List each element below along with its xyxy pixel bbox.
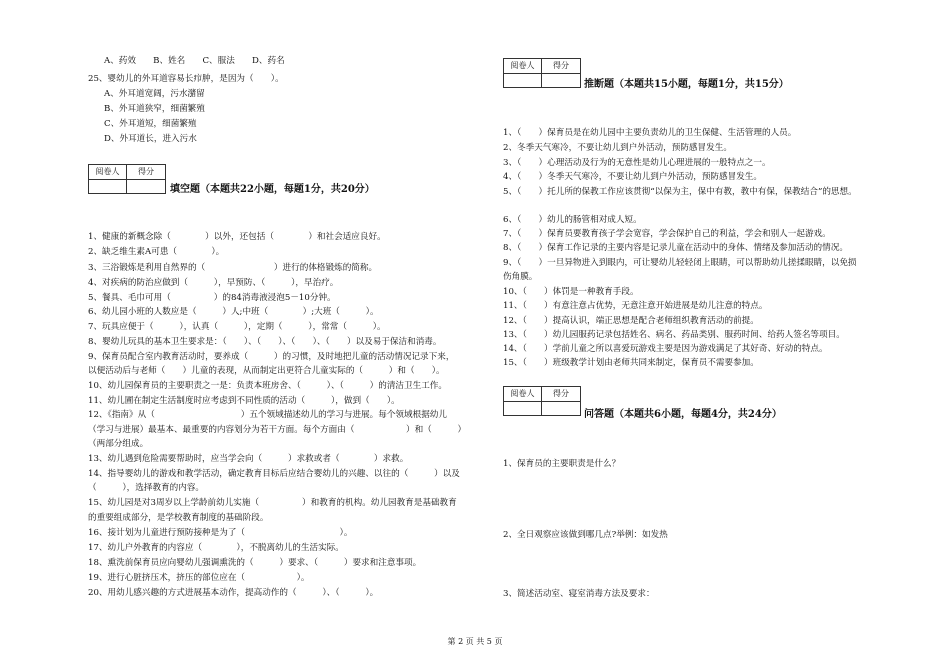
q25-option-b: B、外耳道狭窄，细菌繁殖	[104, 104, 205, 114]
fill-line: （ ），选择教育的内容。	[88, 483, 205, 493]
fill-line: 15、幼儿园是对3周岁以上学龄前幼儿实施（ ）和教育的机构。幼儿园教育是基础教育	[88, 498, 457, 508]
fill-line: 5、餐具、毛巾可用（ ）的84消毒液浸泡5－10分钟。	[88, 293, 336, 303]
fill-section-title: 填空题（本题共22小题，每题1分，共20分）	[170, 184, 375, 195]
fill-line: 的重要组成部分，是学校教育制度的基础阶段。	[88, 513, 269, 523]
score-header-grader: 阅卷人	[89, 165, 126, 180]
judge-section-title: 推断题（本题共15小题，每题1分，共15分）	[584, 79, 789, 90]
fill-line: 18、熏洗前保育员应向婴幼儿强调熏洗的（ ）要求、（ ）要求和注意事项。	[88, 558, 422, 568]
q25-option-d: D、外耳道长，进入污水	[104, 134, 197, 144]
fill-line: 8、婴幼儿玩具的基本卫生要求是：（ ）、（ ）、（ ）、（ ）以及易于保洁和消毒。	[88, 337, 442, 347]
fill-line: 20、用幼儿感兴趣的方式进展基本动作，提高动作的（ ）、（ ）。	[88, 588, 379, 598]
judge-line: 11、（ ）有意注意占优势，无意注意开始进展是幼儿注意的特点。	[503, 301, 768, 311]
q24-options: A、药效 B、姓名 C、服法 D、药名	[104, 56, 285, 66]
fill-line: 7、玩具应便于（ ），认真（ ），定期（ ），常常（ ）。	[88, 322, 386, 332]
fill-line: 4、对疾病的防治应做到（ ），早预防、（ ），早治疗。	[88, 278, 339, 288]
judge-line: 伤角膜。	[503, 272, 538, 282]
q25-option-c: C、外耳道短，细菌繁殖	[104, 119, 197, 129]
fill-line: （学习与进展）最基本、最重要的内容划分为若干方面。每个方面由（ ）和（ ）	[88, 425, 467, 435]
judge-line: 6、（ ）幼儿的肠管相对成人短。	[503, 215, 642, 225]
fill-line: 17、幼儿户外教育的内容应（ ），不脱离幼儿的生活实际。	[88, 543, 344, 553]
fill-line: 14、指导婴幼儿的游戏和教学活动，确定教育目标后应结合婴幼儿的兴趣、以往的（ ）以及	[88, 469, 460, 479]
fill-line: 1、健康的新概念除（ ）以外，还包括（ ）和社会适应良好。	[88, 232, 386, 242]
judge-line: 3、（ ）心理活动及行为的无意性是幼儿心理进展的一般特点之一。	[503, 158, 771, 168]
fill-line: 12、《指南》从（ ）五个领域描述幼儿的学习与进展。每个领域根据幼儿	[88, 410, 447, 420]
fill-line: 10、幼儿园保育员的主要职责之一是：负责本班房舍、（ ）、（ ）的清洁卫生工作。	[88, 381, 447, 391]
fill-line: 16、接计划为儿童进行预防接种是为了（ ）。	[88, 528, 353, 538]
fill-line: （两部分组成。	[88, 439, 149, 449]
fill-line: 6、幼儿园小班的人数应是（ ）人;中班（ ）;大班（ ）。	[88, 307, 379, 317]
score-box-judge	[503, 58, 581, 88]
score-header-score: 得分	[542, 59, 580, 74]
judge-line: 12、（ ）提高认识，端正思想是配合老师组织教育活动的前提。	[503, 316, 759, 326]
qa-line: 3、简述活动室、寝室消毒方法及要求：	[503, 589, 655, 599]
fill-line: 2、缺乏维生素A可患（ ）。	[88, 247, 225, 257]
fill-line: 11、幼儿圃在制定生活制度时应考虑到不同性质的活动（ ），做到（ ）。	[88, 396, 400, 406]
fill-line: 13、幼儿遇到危险需要帮助时，应当学会向（ ）求救或者（ ）求救。	[88, 454, 409, 464]
judge-line: 5、（ ）托儿所的保教工作应该贯彻“以保为主，保中有教，教中有保，保教结合”的思想。	[503, 187, 857, 197]
judge-line: 7、（ ）保育员要教育孩子学会宽容，学会保护自己的利益，学会和别人一起游戏。	[503, 229, 831, 239]
score-header-score: 得分	[542, 387, 580, 402]
score-box-qa	[503, 386, 581, 416]
fill-line: 以便活动后与老师（ ）儿童的表现，从而制定出更符合儿童实际的（ ）和（ ）。	[88, 366, 445, 376]
judge-line: 1、（ ）保育员是在幼儿园中主要负责幼儿的卫生保健、生活管理的人员。	[503, 128, 797, 138]
judge-line: 2、冬季天气寒冷，不要让幼儿到户外活动，预防感冒发生。	[503, 143, 732, 153]
qa-line: 1、保育员的主要职责是什么？	[503, 459, 621, 469]
q25-stem: 25、婴幼儿的外耳道容易长疖肿，是因为（ ）。	[88, 74, 284, 84]
judge-line: 10、（ ）体罚是一种教育手段。	[503, 287, 639, 297]
score-box-fill	[88, 164, 166, 194]
fill-line: 19、进行心脏挤压术，挤压的部位应在（ ）。	[88, 573, 310, 583]
fill-line: 9、保育员配合室内教育活动时，要养成（ ）的习惯，及时地把儿童的活动情况记录下来，	[88, 352, 455, 362]
fill-line: 3、三浴锻炼是利用自然界的（ ）进行的体格锻炼的简称。	[88, 263, 378, 273]
score-header-grader: 阅卷人	[504, 387, 541, 402]
judge-line: 15、（ ）班级教学计划由老师共同来制定，保育员不需要参加。	[503, 358, 759, 368]
q25-option-a: A、外耳道宽阔，污水潴留	[104, 89, 205, 99]
score-header-grader: 阅卷人	[504, 59, 541, 74]
judge-line: 14、（ ）学前儿童之所以喜爱玩游戏主要是因为游戏满足了其好奇、好动的特点。	[503, 344, 828, 354]
judge-line: 13、（ ）幼儿园服药记录包括姓名、病名、药品类别、服药时间、给药人签名等项目。	[503, 330, 845, 340]
judge-line: 9、（ ）一旦异物进入到眼内，可让婴幼儿轻轻闭上眼睛，可以帮助幼儿搓揉眼睛，以免损	[503, 258, 857, 268]
score-header-score: 得分	[127, 165, 165, 180]
judge-line: 8、（ ）保育工作记录的主要内容是记录儿童在活动中的身体、情绪及参加活动的情况。	[503, 243, 848, 253]
qa-line: 2、全日观察应该做到哪几点?举例：如发热	[503, 530, 668, 540]
judge-line: 4、（ ）冬季天气寒冷，不要让幼儿到户外活动，预防感冒发生。	[503, 172, 762, 182]
qa-section-title: 问答题（本题共6小题，每题4分，共24分）	[584, 409, 782, 420]
page-number: 第 2 页 共 5 页	[447, 637, 503, 646]
